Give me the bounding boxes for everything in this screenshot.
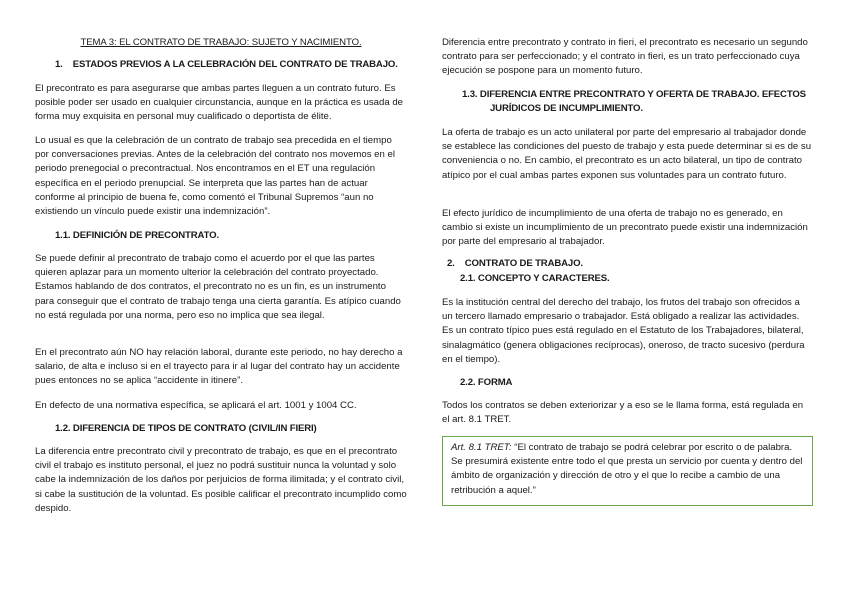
paragraph: En defecto de una normativa específica, se aplicará el art. 1001 y 1004 CC. xyxy=(35,400,357,411)
legal-quote-box xyxy=(442,436,813,506)
paragraph: Todos los contratos se deben exteriorizar y a eso se le llama forma, está regulada en el art. 8.1 TRET. xyxy=(442,400,804,426)
subsection-2-1-heading: 2.1. CONCEPTO Y CARACTERES. xyxy=(460,273,610,284)
paragraph: La oferta de trabajo es un acto unilateral por parte del empresario al trabajador donde se establece las condiciones del puesto de trabajo y esta puede determinar si es de su conveniencia o no. En cambio, el precontrato es un acto bilateral, un tipo de contrato atípico por el cual ambas partes exponen sus voluntades para un contrato futuro. xyxy=(442,127,812,181)
quote-reference: Art. 8.1 TRET: xyxy=(451,442,512,453)
subsection-1-1-heading: 1.1. DEFINICIÓN DE PRECONTRATO. xyxy=(55,230,219,241)
paragraph: En el precontrato aún NO hay relación laboral, durante este periodo, no hay derecho a salario, de alta e incluso si en el trayecto para ir al lugar del contrato hay un accidente pues entonces no se aplica “accidente in itinere”. xyxy=(35,347,403,387)
paragraph: El precontrato es para asegurarse que ambas partes lleguen a un contrato futuro. Es posible poder ser usado en cualquier circunstancia, aunque en la práctica es usada de forma muy exquisita en personal muy cualificado o deportista de élite. xyxy=(35,83,404,123)
paragraph: Se puede definir al precontrato de trabajo como el acuerdo por el que las partes quieren aplazar para un momento ulterior la celebración del contrato proyectado. Estamos hablando de dos contratos, el precontrato no es un fin, es un instrumento para conseguir que el contrato de trabajo tenga una cierta garantía. Es atípico cuando no está regulada por una norma, pero eso no implica que sea ilegal. xyxy=(35,253,401,321)
paragraph: Lo usual es que la celebración de un contrato de trabajo sea precedida en el tiempo por conversaciones previas. Antes de la celebración del contrato nos movemos en el periodo prenegocial o precontractual. Nos encontramos en el ET una regulación específica en el periodo prenupcial. Se interpreta que las partes han de actuar conforme al principio de buena fe, como comentó el Tribunal Supremos “aun no existiendo un vínculo puede existir una indemnización”. xyxy=(35,135,395,218)
paragraph: El efecto jurídico de incumplimiento de una oferta de trabajo no es generado, en cambio si existe un incumplimiento de un precontrato puede existir una indemnización por parte del empresario al trabajador. xyxy=(442,208,808,248)
subsection-1-2-heading: 1.2. DIFERENCIA DE TIPOS DE CONTRATO (CIVIL/IN FIERI) xyxy=(55,423,317,434)
subsection-2-2-heading: 2.2. FORMA xyxy=(460,377,513,388)
paragraph: Es la institución central del derecho del trabajo, los frutos del trabajo son ofrecidos a un tercero llamado empresario o trabajador. Está obligado a realizar las actividades. Es un contrato típico pues está regulado en el Estatuto de los Trabajadores, bilateral, sinalagmático (genera obligaciones recíprocas), oneroso, de tracto sucesivo (perdura en el tiempo). xyxy=(442,297,805,365)
page-title: TEMA 3: EL CONTRATO DE TRABAJO: SUJETO Y NACIMIENTO. xyxy=(80,37,362,48)
subsection-1-3-heading-line2: JURÍDICOS DE INCUMPLIMIENTO. xyxy=(490,103,643,114)
paragraph: Diferencia entre precontrato y contrato in fieri, el precontrato es necesario un segundo contrato para ser perfeccionado; y el contrato in fieri, es un trato perfeccionado cuya ejecución se pospone para un momento futuro. xyxy=(442,37,808,77)
subsection-1-3-heading-line1: 1.3. DIFERENCIA ENTRE PRECONTRATO Y OFERTA DE TRABAJO. EFECTOS xyxy=(462,89,806,100)
section-1-heading: 1. ESTADOS PREVIOS A LA CELEBRACIÓN DEL CONTRATO DE TRABAJO. xyxy=(55,59,398,70)
quote-text: “El contrato de trabajo se podrá celebrar por escrito o de palabra. Se presumirá existente entre todo el que presta un servicio por cuenta y dentro del ámbito de organización y dirección de otro y el que lo recibe a cambio de una retribución a aquel.” xyxy=(451,442,803,496)
section-2-heading: 2. CONTRATO DE TRABAJO. xyxy=(447,258,583,269)
paragraph: La diferencia entre precontrato civil y precontrato de trabajo, es que en el precontrato civil el trabajo es instituto personal, el juez no podrá sustituir nunca la voluntad y solo cabe la indemnización de los daños por perjuicios de forma ilimitada; y el contrato civil, si cabe la sustitución de la voluntad. Es posible calificar el precontrato incumplido como despido. xyxy=(35,446,407,514)
